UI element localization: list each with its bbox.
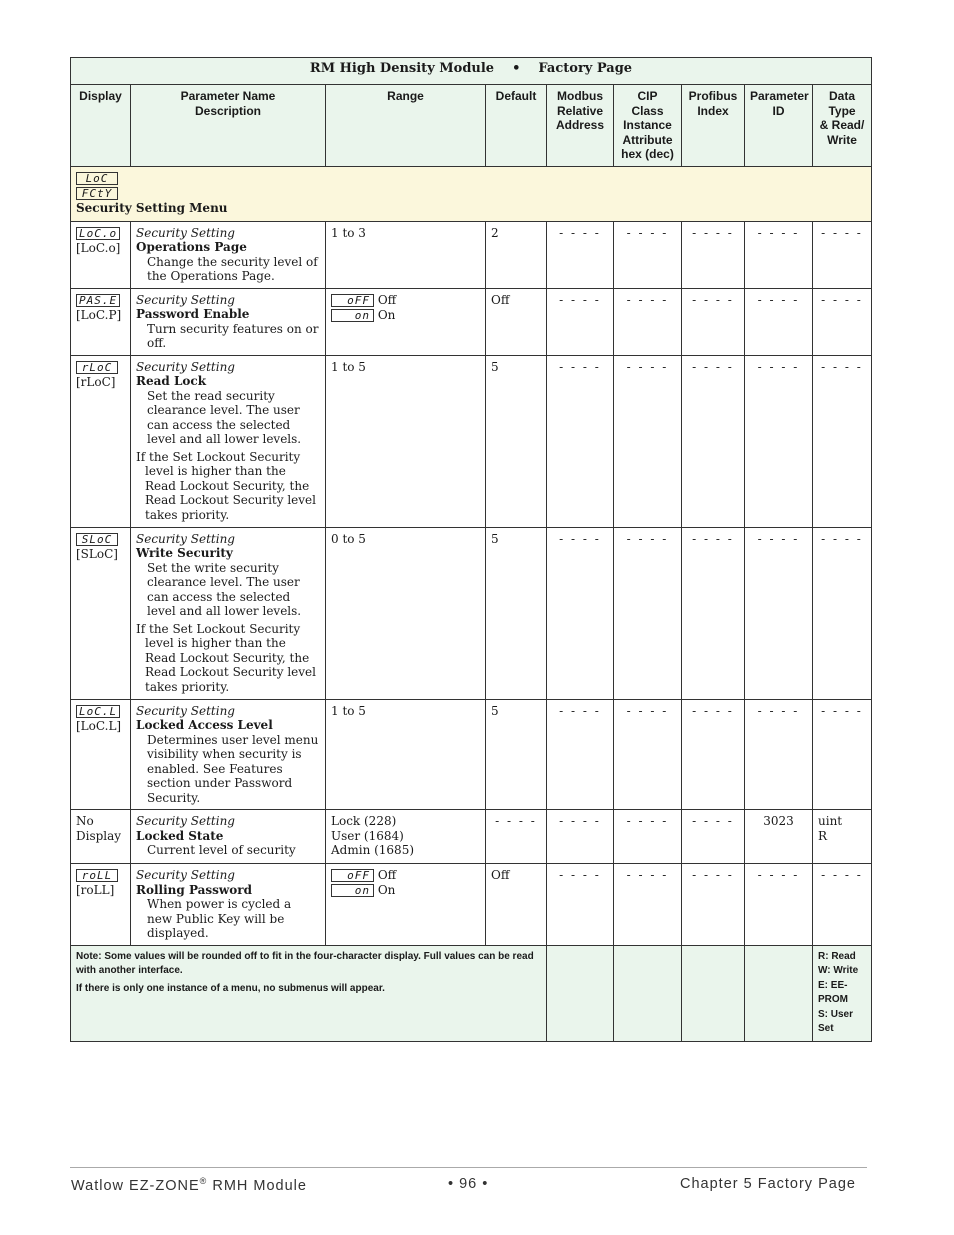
- page-number: • 96 •: [448, 1176, 489, 1192]
- param-cell: [131, 810, 326, 864]
- param-cell: [131, 355, 326, 527]
- lcd-display: PAS.E: [76, 294, 120, 307]
- footer-product: Watlow EZ-ZONE: [71, 1177, 200, 1194]
- lcd-menu-bottom: FCtY: [76, 187, 118, 200]
- param-name: Write Security: [136, 546, 233, 560]
- range-cell: [326, 527, 486, 699]
- table-row: [71, 810, 872, 864]
- option-label: On: [377, 307, 396, 322]
- cip-cell: - - - -: [614, 288, 682, 355]
- display-code: [LoC.o]: [76, 240, 121, 255]
- range-cell: [326, 288, 486, 355]
- table-row: [71, 864, 872, 946]
- param-desc: When power is cycled a new Public Key will be displayed.: [147, 897, 292, 940]
- note-line-1: Note: Some values will be rounded off to fit in the four-character display. Full values can be read with another interface.: [76, 950, 534, 976]
- range-value: 1 to 3: [331, 225, 366, 240]
- param-category: Security Setting: [136, 359, 235, 374]
- parameter-table-container: [70, 57, 871, 1042]
- profibus-cell: - - - -: [682, 810, 745, 864]
- display-cell: [71, 221, 131, 288]
- registered-mark: ®: [199, 1176, 208, 1186]
- lcd-option: on: [331, 309, 374, 322]
- param-name: Read Lock: [136, 374, 207, 388]
- range-value: Lock (228): [331, 814, 397, 828]
- param-name: Rolling Password: [136, 882, 252, 897]
- read-write-value: R: [818, 828, 828, 843]
- default-cell: 2: [486, 221, 547, 288]
- security-menu-row: [71, 166, 872, 221]
- lcd-option: on: [331, 884, 374, 897]
- param-id-cell: - - - -: [745, 699, 813, 810]
- table-title-page: Factory Page: [538, 61, 633, 76]
- profibus-cell: - - - -: [682, 527, 745, 699]
- legend-read: R: Read: [818, 950, 856, 962]
- param-id-cell: - - - -: [745, 527, 813, 699]
- range-option: [331, 868, 480, 883]
- option-label: Off: [377, 868, 397, 882]
- profibus-cell: - - - -: [682, 288, 745, 355]
- param-id-cell: - - - -: [745, 864, 813, 946]
- table-row: [71, 527, 872, 699]
- lcd-display: LoC.L: [76, 705, 120, 718]
- param-desc-note: If the Set Lockout Security level is higher than the Read Lockout Security, the Read Lockout Security level takes priority.: [136, 621, 316, 694]
- range-option: [331, 883, 480, 898]
- modbus-cell: - - - -: [547, 699, 614, 810]
- range-cell: [326, 864, 486, 946]
- lcd-display: rLoC: [76, 361, 118, 374]
- footer-left: [71, 1176, 307, 1194]
- note-empty-cell: [745, 945, 813, 1041]
- option-label: On: [377, 883, 396, 897]
- profibus-cell: - - - -: [682, 221, 745, 288]
- note-empty-cell: [682, 945, 745, 1041]
- cip-cell: - - - -: [614, 864, 682, 946]
- default-cell: Off: [486, 288, 547, 355]
- param-category: Security Setting: [136, 703, 235, 718]
- modbus-cell: - - - -: [547, 355, 614, 527]
- header-display: Display: [71, 85, 131, 167]
- table-row: [71, 355, 872, 527]
- profibus-cell: - - - -: [682, 864, 745, 946]
- cip-cell: - - - -: [614, 527, 682, 699]
- display-code: [SLoC]: [76, 546, 118, 561]
- data-type-value: uint: [818, 814, 843, 828]
- range-value: 0 to 5: [331, 531, 366, 546]
- legend-eeprom: E: EE-PROM: [818, 979, 848, 1005]
- header-parameter-id: Parameter ID: [745, 85, 813, 167]
- header-default: Default: [486, 85, 547, 167]
- note-empty-cell: [614, 945, 682, 1041]
- param-id-cell: - - - -: [745, 355, 813, 527]
- footer-chapter: Chapter 5 Factory Page: [680, 1176, 856, 1192]
- param-desc: Change the security level of the Operations Page.: [147, 254, 318, 283]
- header-modbus: Modbus Relative Address: [547, 85, 614, 167]
- note-row: [71, 945, 872, 1041]
- modbus-cell: - - - -: [547, 864, 614, 946]
- header-row: [71, 85, 872, 167]
- range-cell: [326, 355, 486, 527]
- lcd-display: roLL: [76, 869, 118, 882]
- param-desc-note: If the Set Lockout Security level is higher than the Read Lockout Security, the Read Lockout Security level takes priority.: [136, 449, 316, 522]
- legend-cell: [813, 945, 872, 1041]
- default-cell: - - - -: [486, 810, 547, 864]
- data-type-cell: - - - -: [813, 355, 872, 527]
- lcd-option: oFF: [331, 869, 374, 882]
- parameter-table: [70, 57, 872, 1042]
- cip-cell: - - - -: [614, 221, 682, 288]
- display-cell: [71, 527, 131, 699]
- modbus-cell: - - - -: [547, 527, 614, 699]
- table-row: [71, 288, 872, 355]
- range-cell: [326, 810, 486, 864]
- data-type-cell: - - - -: [813, 699, 872, 810]
- param-cell: [131, 221, 326, 288]
- display-cell: [71, 864, 131, 946]
- cip-cell: - - - -: [614, 355, 682, 527]
- param-desc: Turn security features on or off.: [147, 321, 319, 350]
- range-value: 1 to 5: [331, 359, 366, 374]
- param-cell: [131, 699, 326, 810]
- cip-cell: - - - -: [614, 810, 682, 864]
- note-cell: [71, 945, 547, 1041]
- header-param-name: Parameter Name Description: [131, 85, 326, 167]
- param-category: Security Setting: [136, 531, 235, 546]
- param-category: Security Setting: [136, 292, 235, 307]
- display-cell: [71, 355, 131, 527]
- param-category: Security Setting: [136, 868, 235, 882]
- data-type-cell: - - - -: [813, 527, 872, 699]
- param-desc: Set the write security clearance level. The user can access the selected level and all lower levels.: [147, 560, 302, 618]
- param-cell: [131, 288, 326, 355]
- table-title-module: RM High Density Module: [309, 61, 495, 76]
- param-id-cell: - - - -: [745, 221, 813, 288]
- option-label: Off: [377, 292, 397, 307]
- security-menu-cell: [71, 166, 872, 221]
- param-category: Security Setting: [136, 225, 235, 240]
- range-cell: [326, 221, 486, 288]
- header-profibus: Profibus Index: [682, 85, 745, 167]
- param-name: Locked Access Level: [136, 718, 273, 732]
- param-desc: Determines user level menu visibility when security is enabled. See Features section under Password Security.: [147, 732, 319, 805]
- data-type-cell: - - - -: [813, 221, 872, 288]
- range-value: User (1684): [331, 828, 404, 843]
- lcd-display: SLoC: [76, 533, 118, 546]
- table-row: [71, 221, 872, 288]
- modbus-cell: - - - -: [547, 221, 614, 288]
- modbus-cell: - - - -: [547, 810, 614, 864]
- note-line-2: If there is only one instance of a menu, no submenus will appear.: [76, 982, 385, 994]
- param-name: Password Enable: [136, 307, 250, 321]
- profibus-cell: - - - -: [682, 355, 745, 527]
- data-type-cell: - - - -: [813, 864, 872, 946]
- data-type-cell: - - - -: [813, 288, 872, 355]
- display-code: [roLL]: [76, 883, 115, 897]
- default-cell: 5: [486, 527, 547, 699]
- lcd-option: oFF: [331, 294, 374, 307]
- footer-module: RMH Module: [207, 1177, 307, 1194]
- range-value: Admin (1685): [331, 843, 415, 857]
- lcd-menu-top: LoC: [76, 172, 118, 185]
- default-cell: Off: [486, 864, 547, 946]
- lcd-display: LoC.o: [76, 227, 120, 240]
- display-cell: [71, 288, 131, 355]
- menu-label: Security Setting Menu: [76, 200, 228, 215]
- header-cip: CIP Class Instance Attribute hex (dec): [614, 85, 682, 167]
- data-type-cell: [813, 810, 872, 864]
- display-cell: [71, 699, 131, 810]
- param-category: Security Setting: [136, 814, 235, 828]
- default-cell: 5: [486, 699, 547, 810]
- param-name: Operations Page: [136, 240, 247, 254]
- param-id-cell: 3023: [745, 810, 813, 864]
- table-title: [71, 58, 872, 85]
- param-desc: Set the read security clearance level. The user can access the selected level and all lower levels.: [147, 388, 302, 446]
- table-row: [71, 699, 872, 810]
- range-option: [331, 308, 480, 323]
- param-id-cell: - - - -: [745, 288, 813, 355]
- display-code: [LoC.P]: [76, 307, 122, 322]
- legend-user-set: S: User Set: [818, 1008, 854, 1034]
- range-value: 1 to 5: [331, 703, 366, 718]
- display-cell: No Display: [71, 810, 131, 864]
- table-title-bullet: •: [512, 61, 521, 76]
- param-name: Locked State: [136, 828, 224, 843]
- display-code: [rLoC]: [76, 374, 116, 389]
- profibus-cell: - - - -: [682, 699, 745, 810]
- cip-cell: - - - -: [614, 699, 682, 810]
- display-code: [LoC.L]: [76, 718, 122, 733]
- param-cell: [131, 527, 326, 699]
- param-cell: [131, 864, 326, 946]
- default-cell: 5: [486, 355, 547, 527]
- modbus-cell: - - - -: [547, 288, 614, 355]
- legend-write: W: Write: [818, 965, 859, 976]
- header-range: Range: [326, 85, 486, 167]
- range-cell: [326, 699, 486, 810]
- param-desc: Current level of security: [147, 843, 296, 857]
- header-data-type: Data Type & Read/ Write: [813, 85, 872, 167]
- footer-divider: [70, 1167, 867, 1168]
- range-option: [331, 293, 480, 308]
- note-empty-cell: [547, 945, 614, 1041]
